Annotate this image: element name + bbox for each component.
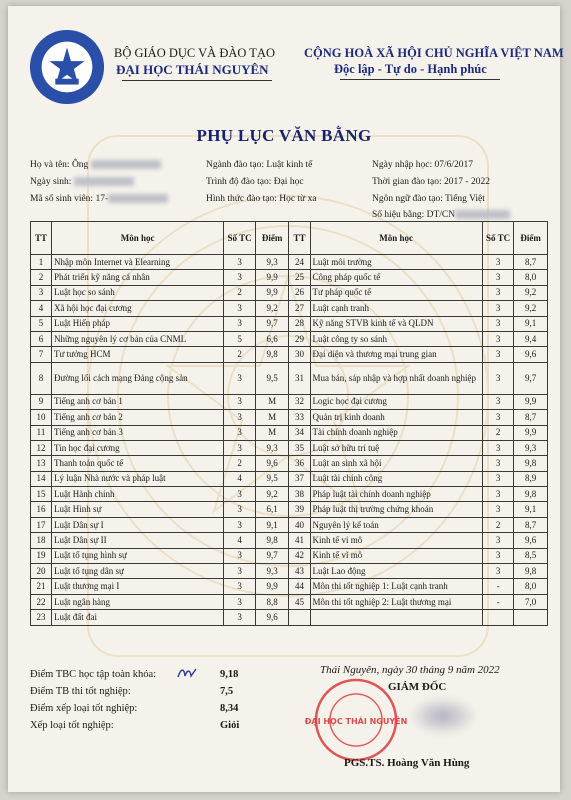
table-row bbox=[31, 331, 548, 346]
cell-credits: 3 bbox=[482, 502, 514, 517]
cell-credits: 3 bbox=[482, 316, 514, 331]
cell-no: 44 bbox=[289, 579, 310, 594]
cell-subject: Những nguyên lý cơ bản của CNML bbox=[52, 331, 224, 346]
cell-no: 23 bbox=[31, 610, 52, 625]
cell-credits: 3 bbox=[482, 533, 514, 548]
cell-subject: Luật Dân sự II bbox=[52, 533, 224, 548]
national-motto: Độc lập - Tự do - Hạnh phúc bbox=[334, 62, 487, 76]
table-row bbox=[31, 270, 548, 285]
cell-score: 9,7 bbox=[514, 362, 548, 394]
cell-no: 29 bbox=[289, 331, 310, 346]
rank-label: Xếp loại tốt nghiệp: bbox=[30, 720, 114, 731]
ministry-name: BỘ GIÁO DỤC VÀ ĐÀO TẠO bbox=[114, 46, 275, 60]
cell-no: 27 bbox=[289, 301, 310, 316]
student-name: Họ và tên: Ông bbox=[30, 160, 161, 170]
redacted-diploma-number bbox=[455, 210, 510, 219]
cell-credits: 3 bbox=[224, 410, 256, 425]
cell-score: 9,1 bbox=[514, 502, 548, 517]
official-stamp bbox=[304, 678, 408, 762]
cell-score: 9,7 bbox=[255, 548, 289, 563]
cell-credits: 3 bbox=[224, 425, 256, 440]
cell-credits: 3 bbox=[224, 594, 256, 609]
cell-score: 8,8 bbox=[255, 594, 289, 609]
cell-subject: Quản trị kinh doanh bbox=[310, 410, 482, 425]
cell-credits: 2 bbox=[224, 285, 256, 300]
cell-subject: Tin học đại cương bbox=[52, 440, 224, 455]
cell-subject: Tiếng anh cơ bản 3 bbox=[52, 425, 224, 440]
table-row bbox=[31, 594, 548, 609]
cell-subject: Môn thi tốt nghiệp 2: Luật thương mại bbox=[310, 594, 482, 609]
table-row bbox=[31, 502, 548, 517]
cell-no: 28 bbox=[289, 316, 310, 331]
document-title: PHỤ LỤC VĂN BẰNG bbox=[196, 126, 372, 145]
cell-no: 40 bbox=[289, 517, 310, 532]
cell-no: 15 bbox=[31, 487, 52, 502]
cell-credits bbox=[482, 610, 514, 625]
table-row bbox=[31, 579, 548, 594]
cell-credits: 3 bbox=[224, 316, 256, 331]
table-row bbox=[31, 517, 548, 532]
cell-score: 9,8 bbox=[514, 487, 548, 502]
cell-no: 43 bbox=[289, 564, 310, 579]
cell-subject: Mua bán, sáp nhập và hợp nhất doanh nghiệp bbox=[310, 362, 482, 394]
table-row bbox=[31, 255, 548, 270]
cell-score: 9,1 bbox=[514, 316, 548, 331]
cell-score: 9,6 bbox=[255, 456, 289, 471]
cell-no: 11 bbox=[31, 425, 52, 440]
cell-subject: Lý luận Nhà nước và pháp luật bbox=[52, 471, 224, 486]
header-score: Điểm bbox=[514, 222, 548, 255]
grades-table-body bbox=[31, 255, 548, 626]
cell-subject: Đại diện và thương mại trung gian bbox=[310, 347, 482, 362]
table-header-row bbox=[31, 222, 548, 255]
cell-score: 8,9 bbox=[514, 471, 548, 486]
cell-credits: 3 bbox=[224, 502, 256, 517]
training-level: Trình độ đào tạo: Đại học bbox=[206, 177, 304, 187]
cell-score: 9,8 bbox=[514, 456, 548, 471]
cell-subject: Luật đất đai bbox=[52, 610, 224, 625]
table-row bbox=[31, 533, 548, 548]
cell-score: 9,2 bbox=[255, 301, 289, 316]
cell-subject: Môn thi tốt nghiệp 1: Luật cạnh tranh bbox=[310, 579, 482, 594]
cell-no: 9 bbox=[31, 394, 52, 409]
cell-no: 2 bbox=[31, 270, 52, 285]
diploma-appendix-page bbox=[8, 6, 564, 792]
training-mode: Hình thức đào tạo: Học từ xa bbox=[206, 194, 317, 204]
cell-credits: - bbox=[482, 579, 514, 594]
cell-no: 39 bbox=[289, 502, 310, 517]
cell-subject: Luật Dân sự I bbox=[52, 517, 224, 532]
cell-score: 9,6 bbox=[514, 347, 548, 362]
cell-credits: 3 bbox=[482, 394, 514, 409]
cell-credits: 3 bbox=[482, 548, 514, 563]
cell-no: 26 bbox=[289, 285, 310, 300]
cell-subject: Logic học đại cương bbox=[310, 394, 482, 409]
cell-subject: Luật an sinh xã hội bbox=[310, 456, 482, 471]
cell-no: 5 bbox=[31, 316, 52, 331]
cell-score: 9,9 bbox=[514, 394, 548, 409]
grades-table bbox=[30, 221, 548, 626]
cell-no: 10 bbox=[31, 410, 52, 425]
cell-no: 22 bbox=[31, 594, 52, 609]
header-no: TT bbox=[31, 222, 52, 255]
cell-credits: 3 bbox=[482, 487, 514, 502]
cell-score: 8,0 bbox=[514, 270, 548, 285]
table-row bbox=[31, 394, 548, 409]
cell-score: 9,8 bbox=[255, 533, 289, 548]
cell-no: 18 bbox=[31, 533, 52, 548]
cell-credits: 3 bbox=[482, 255, 514, 270]
student-id: Mã số sinh viên: 17- bbox=[30, 194, 168, 204]
cell-score: 9,3 bbox=[255, 564, 289, 579]
cell-subject: Luật học so sánh bbox=[52, 285, 224, 300]
cell-score: 9,6 bbox=[255, 610, 289, 625]
cell-subject: Luật công ty so sánh bbox=[310, 331, 482, 346]
cell-credits: 3 bbox=[482, 362, 514, 394]
cell-no: 36 bbox=[289, 456, 310, 471]
admission-date: Ngày nhập học: 07/6/2017 bbox=[372, 160, 474, 170]
cell-credits: 2 bbox=[482, 517, 514, 532]
cell-score: 9,3 bbox=[255, 440, 289, 455]
table-row bbox=[31, 564, 548, 579]
training-language: Ngôn ngữ đào tạo: Tiếng Việt bbox=[372, 194, 485, 204]
cell-score: 6,1 bbox=[255, 502, 289, 517]
cell-credits: 3 bbox=[482, 471, 514, 486]
cell-no: 45 bbox=[289, 594, 310, 609]
cell-score: 9,4 bbox=[514, 331, 548, 346]
cell-no: 6 bbox=[31, 331, 52, 346]
cell-subject: Luật Hình sự bbox=[52, 502, 224, 517]
cell-subject: Luật Lao động bbox=[310, 564, 482, 579]
cell-no: 7 bbox=[31, 347, 52, 362]
cell-subject: Luật Hiến pháp bbox=[52, 316, 224, 331]
cell-credits: 3 bbox=[224, 579, 256, 594]
cell-no: 35 bbox=[289, 440, 310, 455]
cell-score bbox=[514, 610, 548, 625]
table-row bbox=[31, 347, 548, 362]
cell-subject: Tài chính doanh nghiệp bbox=[310, 425, 482, 440]
university-logo-icon bbox=[28, 28, 106, 106]
cell-subject: Công pháp quốc tế bbox=[310, 270, 482, 285]
cell-no: 13 bbox=[31, 456, 52, 471]
cell-credits: 4 bbox=[224, 471, 256, 486]
cell-no: 38 bbox=[289, 487, 310, 502]
table-row bbox=[31, 487, 548, 502]
cell-no: 8 bbox=[31, 362, 52, 394]
training-major: Ngành đào tạo: Luật kinh tế bbox=[206, 160, 313, 170]
cell-score: 9,3 bbox=[514, 440, 548, 455]
cell-no: 30 bbox=[289, 347, 310, 362]
header-subject: Môn học bbox=[52, 222, 224, 255]
cell-credits: 3 bbox=[224, 517, 256, 532]
cell-subject: Luật ngân hàng bbox=[52, 594, 224, 609]
cell-no: 16 bbox=[31, 502, 52, 517]
cell-score: 7,0 bbox=[514, 594, 548, 609]
exam-score-label: Điểm TB thi tốt nghiệp: bbox=[30, 686, 131, 697]
cell-credits: 2 bbox=[482, 425, 514, 440]
cell-credits: 5 bbox=[224, 331, 256, 346]
university-name: ĐẠI HỌC THÁI NGUYÊN bbox=[116, 62, 269, 77]
student-dob: Ngày sinh: bbox=[30, 177, 134, 187]
cell-credits: 3 bbox=[482, 301, 514, 316]
cell-subject: Tư pháp quốc tế bbox=[310, 285, 482, 300]
cell-subject: Thanh toán quốc tế bbox=[52, 456, 224, 471]
diploma-number: Số hiệu bằng: DT/CN bbox=[372, 210, 510, 220]
stamp-text: ĐẠI HỌC THÁI NGUYÊN bbox=[304, 717, 408, 726]
cell-credits: 2 bbox=[224, 456, 256, 471]
cell-credits: 4 bbox=[224, 533, 256, 548]
cell-no: 14 bbox=[31, 471, 52, 486]
cell-subject: Tư tưởng HCM bbox=[52, 347, 224, 362]
cell-no: 19 bbox=[31, 548, 52, 563]
cell-subject: Đường lối cách mạng Đảng cộng sản bbox=[52, 362, 224, 394]
cell-credits: 3 bbox=[482, 331, 514, 346]
training-period: Thời gian đào tạo: 2017 - 2022 bbox=[372, 177, 490, 187]
header-divider-left bbox=[122, 80, 272, 81]
cell-score: 9,9 bbox=[255, 285, 289, 300]
cell-score: 9,2 bbox=[255, 487, 289, 502]
rank-score-label: Điểm xếp loại tốt nghiệp: bbox=[30, 703, 138, 714]
cell-score: 8,7 bbox=[514, 255, 548, 270]
cell-score: M bbox=[255, 394, 289, 409]
gpa-value: 9,18 bbox=[220, 669, 239, 680]
cell-score: 9,2 bbox=[514, 301, 548, 316]
cell-score: 9,6 bbox=[514, 533, 548, 548]
table-row bbox=[31, 610, 548, 625]
cell-no: 34 bbox=[289, 425, 310, 440]
header-subject: Môn học bbox=[310, 222, 482, 255]
cell-no: 25 bbox=[289, 270, 310, 285]
table-row bbox=[31, 285, 548, 300]
cell-subject: Pháp luật tài chính doanh nghiệp bbox=[310, 487, 482, 502]
cell-score: 8,7 bbox=[514, 517, 548, 532]
cell-credits: 3 bbox=[482, 440, 514, 455]
cell-no: 24 bbox=[289, 255, 310, 270]
cell-credits: 3 bbox=[482, 285, 514, 300]
cell-score: 9,3 bbox=[255, 255, 289, 270]
cell-score: M bbox=[255, 425, 289, 440]
signature-redacted bbox=[408, 696, 478, 736]
cell-credits: 3 bbox=[224, 548, 256, 563]
cell-credits: 3 bbox=[224, 610, 256, 625]
cell-no: 12 bbox=[31, 440, 52, 455]
cell-no: 21 bbox=[31, 579, 52, 594]
cell-score: 9,5 bbox=[255, 362, 289, 394]
table-row bbox=[31, 440, 548, 455]
cell-subject: Luật thương mại I bbox=[52, 579, 224, 594]
cell-credits: 3 bbox=[482, 410, 514, 425]
cell-subject: Phát triển kỹ năng cá nhân bbox=[52, 270, 224, 285]
redacted-id bbox=[108, 194, 168, 203]
cell-no: 42 bbox=[289, 548, 310, 563]
redacted-name bbox=[91, 160, 161, 169]
cell-score: 9,9 bbox=[255, 270, 289, 285]
cell-subject: Xã hội học đại cương bbox=[52, 301, 224, 316]
cell-credits: 3 bbox=[224, 362, 256, 394]
rank-score-value: 8,34 bbox=[220, 703, 239, 714]
cell-credits: - bbox=[482, 594, 514, 609]
gpa-label: Điểm TBC học tập toàn khóa: bbox=[30, 669, 157, 680]
cell-subject: Luật tố tụng dân sự bbox=[52, 564, 224, 579]
cell-score: 9,5 bbox=[255, 471, 289, 486]
cell-score: 9,8 bbox=[514, 564, 548, 579]
cell-credits: 3 bbox=[482, 564, 514, 579]
header-score: Điểm bbox=[255, 222, 289, 255]
header-no: TT bbox=[289, 222, 310, 255]
cell-subject: Luật tố tụng hình sự bbox=[52, 548, 224, 563]
cell-no: 20 bbox=[31, 564, 52, 579]
cell-subject: Tiếng anh cơ bản 1 bbox=[52, 394, 224, 409]
cell-subject bbox=[310, 610, 482, 625]
cell-credits: 3 bbox=[224, 487, 256, 502]
redacted-dob bbox=[74, 177, 134, 186]
cell-no: 41 bbox=[289, 533, 310, 548]
cell-credits: 3 bbox=[224, 270, 256, 285]
cell-credits: 3 bbox=[224, 301, 256, 316]
table-row bbox=[31, 316, 548, 331]
cell-subject: Luật Hành chính bbox=[52, 487, 224, 502]
cell-subject: Kỹ năng STVB kinh tế và QLDN bbox=[310, 316, 482, 331]
cell-no: 37 bbox=[289, 471, 310, 486]
cell-score: 9,9 bbox=[255, 579, 289, 594]
cell-subject: Nguyên lý kế toán bbox=[310, 517, 482, 532]
cell-no: 1 bbox=[31, 255, 52, 270]
header-credits: Số TC bbox=[482, 222, 514, 255]
table-row bbox=[31, 301, 548, 316]
cell-no: 17 bbox=[31, 517, 52, 532]
cell-subject: Luật sở hữu trí tuệ bbox=[310, 440, 482, 455]
cell-credits: 3 bbox=[224, 255, 256, 270]
cell-no: 3 bbox=[31, 285, 52, 300]
cell-subject: Pháp luật thị trường chứng khoán bbox=[310, 502, 482, 517]
cell-score: 8,5 bbox=[514, 548, 548, 563]
cell-credits: 3 bbox=[482, 347, 514, 362]
cell-credits: 3 bbox=[224, 440, 256, 455]
cell-credits: 3 bbox=[224, 564, 256, 579]
initials-mark-icon bbox=[176, 666, 200, 680]
cell-subject: Nhập môn Internet và Elearning bbox=[52, 255, 224, 270]
signer-role: GIÁM ĐỐC bbox=[388, 681, 447, 693]
cell-score: 9,9 bbox=[514, 425, 548, 440]
cell-score: 6,6 bbox=[255, 331, 289, 346]
cell-score: 8,0 bbox=[514, 579, 548, 594]
table-row bbox=[31, 471, 548, 486]
cell-subject: Tiếng anh cơ bản 2 bbox=[52, 410, 224, 425]
cell-subject: Luật cạnh tranh bbox=[310, 301, 482, 316]
table-row bbox=[31, 456, 548, 471]
rank-value: Giỏi bbox=[220, 720, 240, 731]
place-date: Thái Nguyên, ngày 30 tháng 9 năm 2022 bbox=[320, 664, 500, 676]
cell-no bbox=[289, 610, 310, 625]
exam-score-value: 7,5 bbox=[220, 686, 234, 697]
cell-score: 9,7 bbox=[255, 316, 289, 331]
cell-score: 9,1 bbox=[255, 517, 289, 532]
cell-no: 32 bbox=[289, 394, 310, 409]
cell-credits: 3 bbox=[224, 394, 256, 409]
cell-subject: Luật tài chính công bbox=[310, 471, 482, 486]
cell-score: 9,8 bbox=[255, 347, 289, 362]
cell-subject: Kinh tế vĩ mô bbox=[310, 548, 482, 563]
table-row bbox=[31, 362, 548, 394]
cell-score: 8,7 bbox=[514, 410, 548, 425]
header-divider-right bbox=[340, 79, 500, 80]
cell-score: M bbox=[255, 410, 289, 425]
signer-name: PGS.TS. Hoàng Văn Hùng bbox=[344, 757, 470, 769]
cell-credits: 2 bbox=[224, 347, 256, 362]
cell-no: 31 bbox=[289, 362, 310, 394]
cell-score: 9,2 bbox=[514, 285, 548, 300]
cell-no: 4 bbox=[31, 301, 52, 316]
cell-credits: 3 bbox=[482, 270, 514, 285]
nation-name: CỘNG HOÀ XÃ HỘI CHỦ NGHĨA VIỆT NAM bbox=[304, 46, 564, 60]
cell-subject: Luật môi trường bbox=[310, 255, 482, 270]
table-row bbox=[31, 410, 548, 425]
cell-subject: Kinh tế vi mô bbox=[310, 533, 482, 548]
header-credits: Số TC bbox=[224, 222, 256, 255]
table-row bbox=[31, 548, 548, 563]
table-row bbox=[31, 425, 548, 440]
cell-no: 33 bbox=[289, 410, 310, 425]
cell-credits: 3 bbox=[482, 456, 514, 471]
